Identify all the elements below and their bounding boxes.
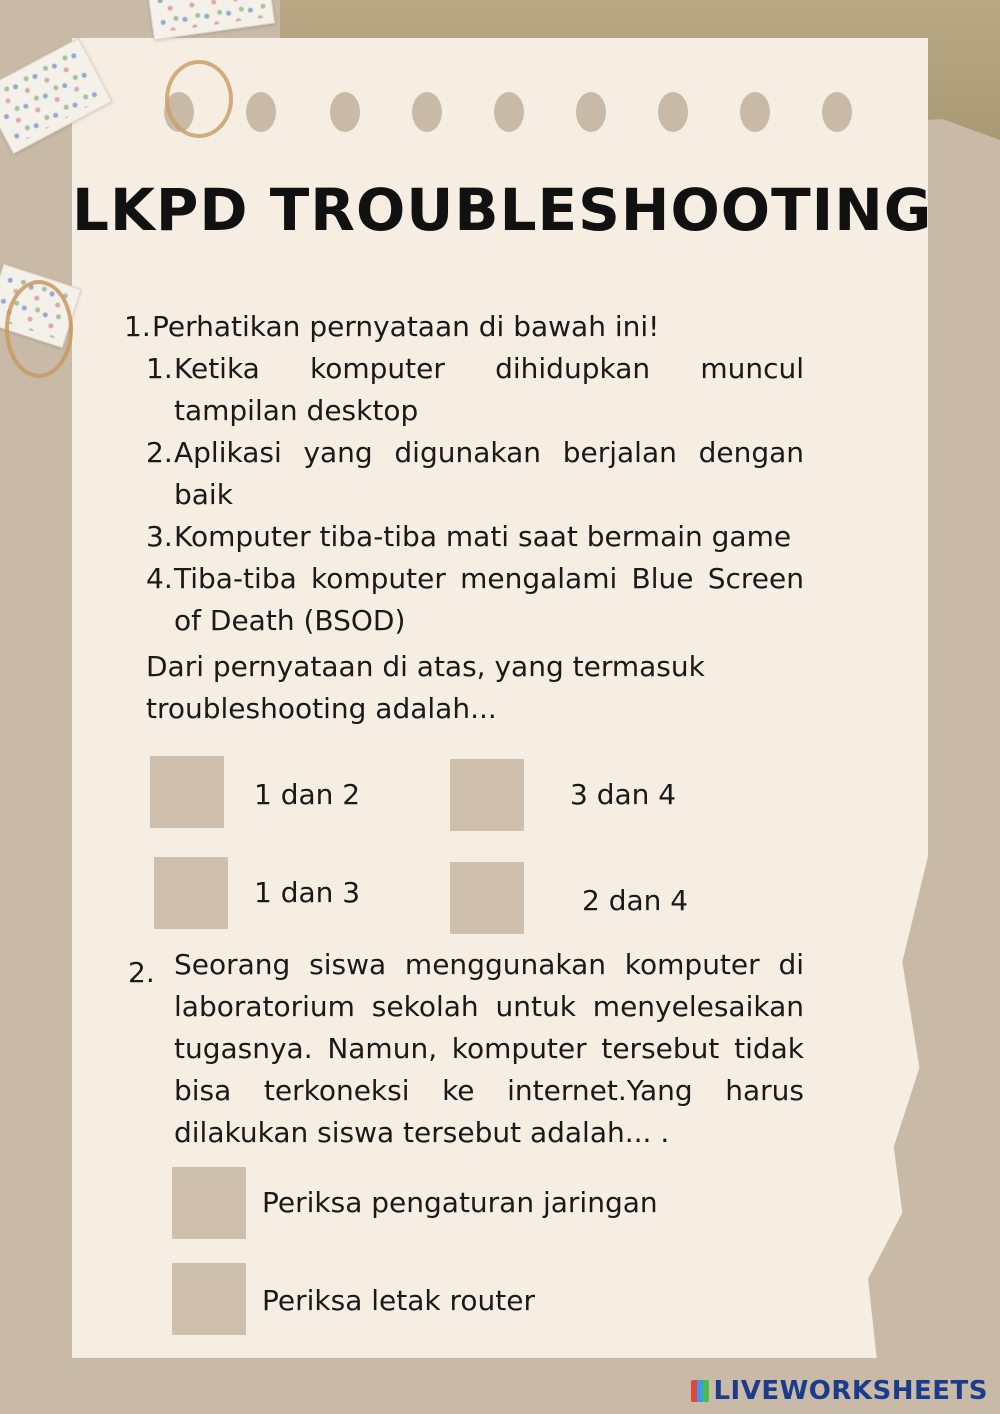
statement-text: Aplikasi yang digunakan berjalan dengan baik [174,436,804,511]
statement-text: Komputer tiba-tiba mati saat bermain game [174,520,792,553]
answer-checkbox[interactable] [172,1263,246,1335]
liveworksheets-logo [691,1376,988,1406]
q1-prompt: Perhatikan pernyataan di bawah ini! [152,310,660,343]
option-label: 1 dan 3 [254,876,361,909]
answer-checkbox[interactable] [154,857,228,929]
q1-number: 1. [124,310,151,343]
answer-checkbox[interactable] [450,759,524,831]
page-title: LKPD TROUBLESHOOTING [72,176,933,244]
option-label: 3 dan 4 [570,778,677,811]
statement-text: Tiba-tiba komputer mengalami Blue Screen of Death (BSOD) [174,562,804,637]
twine-decoration [165,60,233,138]
washi-tape [147,0,275,40]
answer-checkbox[interactable] [172,1167,246,1239]
statement-number: 4. [146,562,173,595]
binder-hole [740,92,770,132]
q1-question: Dari pernyataan di atas, yang termasuk troubleshooting adalah... [146,650,705,725]
statement-number: 3. [146,520,173,553]
binder-hole [658,92,688,132]
q2-number: 2. [128,956,155,989]
q2-question: Seorang siswa menggunakan komputer di laboratorium sekolah untuk menyelesaikan tugasnya. Namun, komputer tersebut tidak bisa terkoneksi ke internet.Yang harus dilakukan siswa tersebut adalah... . [174,948,804,1149]
liveworksheets-badge-icon [691,1380,709,1402]
binder-hole [246,92,276,132]
binder-hole [412,92,442,132]
statement-text: Ketika komputer dihidupkan muncul tampilan desktop [174,352,804,427]
footer-brand: LIVEWORKSHEETS [713,1376,988,1406]
binder-hole [494,92,524,132]
option-label: Periksa pengaturan jaringan [262,1186,658,1219]
binder-hole [822,92,852,132]
binder-hole [576,92,606,132]
option-label: 2 dan 4 [582,884,689,917]
binder-hole [330,92,360,132]
answer-checkbox[interactable] [150,756,224,828]
answer-checkbox[interactable] [450,862,524,934]
twine-decoration [5,280,73,378]
statement-number: 2. [146,436,173,469]
option-label: Periksa letak router [262,1284,536,1317]
option-label: 1 dan 2 [254,778,361,811]
statement-number: 1. [146,352,173,385]
